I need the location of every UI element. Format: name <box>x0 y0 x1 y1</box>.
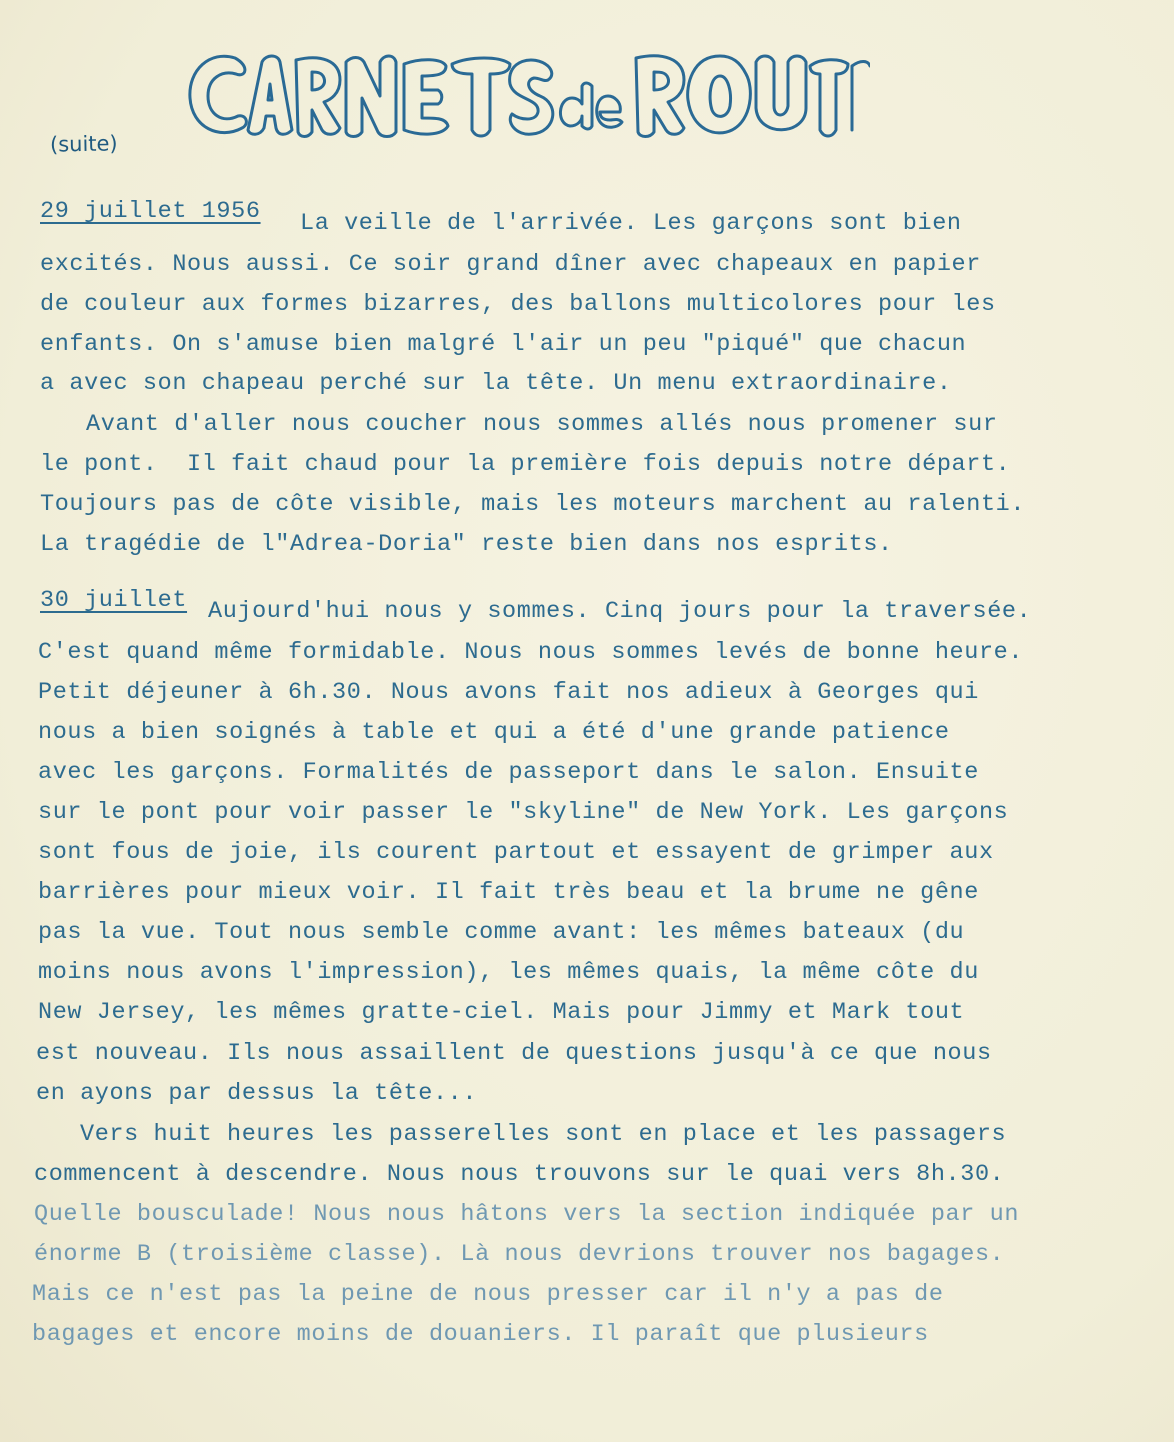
text-line: Quelle bousculade! Nous nous hâtons vers la section indiquée par un <box>34 1201 1020 1228</box>
text-line: Petit déjeuner à 6h.30. Nous avons fait nos adieux à Georges qui <box>38 679 979 706</box>
text-line: New Jersey, les mêmes gratte-ciel. Mais pour Jimmy et Mark tout <box>38 999 965 1026</box>
suite-note: (suite) <box>49 131 118 157</box>
text-line: en ayons par dessus la tête... <box>36 1080 478 1107</box>
text-line: est nouveau. Ils nous assaillent de questions jusqu'à ce que nous <box>36 1040 992 1067</box>
text-line: a avec son chapeau perché sur la tête. Un menu extraordinaire. <box>40 370 952 397</box>
text-line: sur le pont pour voir passer le "skyline" de New York. Les garçons <box>38 799 1009 826</box>
text-line: nous a bien soignés à table et qui a été d'une grande patience <box>38 719 950 746</box>
text-line: La veille de l'arrivée. Les garçons sont bien <box>300 210 962 237</box>
text-line: énorme B (troisième classe). Là nous devrions trouver nos bagages. <box>34 1241 1005 1268</box>
text-line: excités. Nous aussi. Ce soir grand dîner avec chapeaux en papier <box>40 251 981 278</box>
text-line: moins nous avons l'impression), les mêmes quais, la même côte du <box>38 959 979 986</box>
text-line: commencent à descendre. Nous nous trouvons sur le quai vers 8h.30. <box>34 1161 1005 1188</box>
text-line: de couleur aux formes bizarres, des ballons multicolores pour les <box>40 291 996 318</box>
carnets-de-route-logo <box>180 40 870 150</box>
text-line: enfants. On s'amuse bien malgré l'air un peu "piqué" que chacun <box>40 331 967 358</box>
text-line: avec les garçons. Formalités de passeport dans le salon. Ensuite <box>38 759 979 786</box>
text-line: Aujourd'hui nous y sommes. Cinq jours pour la traversée. <box>208 598 1032 625</box>
entry-date: 29 juillet 1956 <box>40 198 261 225</box>
text-line: Mais ce n'est pas la peine de nous presser car il n'y a pas de <box>32 1281 944 1308</box>
text-line: Avant d'aller nous coucher nous sommes allés nous promener sur <box>86 411 998 438</box>
text-line: bagages et encore moins de douaniers. Il paraît que plusieurs <box>32 1321 929 1348</box>
text-line: Vers huit heures les passerelles sont en place et les passagers <box>80 1121 1007 1148</box>
text-line: sont fous de joie, ils courent partout et essayent de grimper aux <box>38 839 994 866</box>
entry-date: 30 juillet <box>40 587 188 614</box>
text-line: C'est quand même formidable. Nous nous sommes levés de bonne heure. <box>38 639 1024 666</box>
text-line: La tragédie de l"Adrea-Doria" reste bien dans nos esprits. <box>40 531 893 558</box>
text-line: barrières pour mieux voir. Il fait très beau et la brume ne gêne <box>38 879 979 906</box>
text-line: Toujours pas de côte visible, mais les moteurs marchent au ralenti. <box>40 491 1026 518</box>
text-line: le pont. Il fait chaud pour la première fois depuis notre départ. <box>40 451 1011 478</box>
text-line: pas la vue. Tout nous semble comme avant: les mêmes bateaux (du <box>38 919 965 946</box>
bubble-letter-title <box>180 40 870 150</box>
